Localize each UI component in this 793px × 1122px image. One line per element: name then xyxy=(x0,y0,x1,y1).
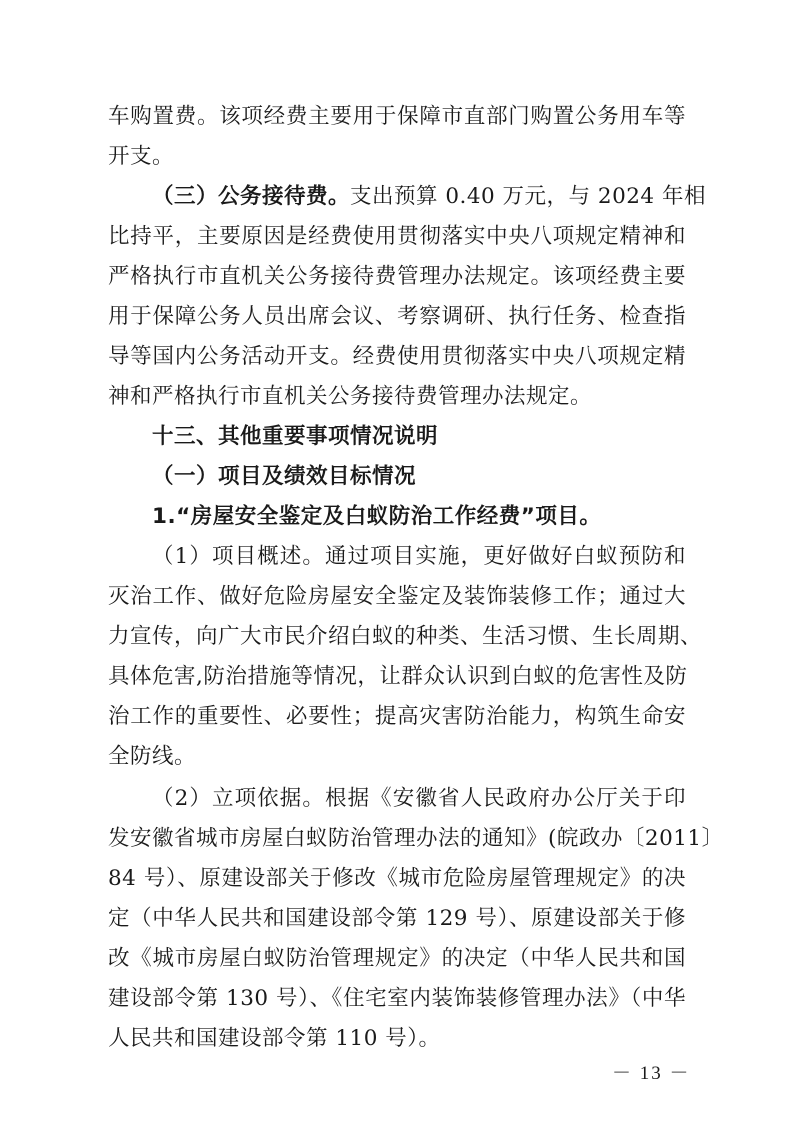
paragraph-line: 严格执行市直机关公务接待费管理办法规定。该项经费主要 xyxy=(108,264,686,289)
paragraph-line: （1）项目概述。通过项目实施，更好做好白蚁预防和 xyxy=(152,544,686,569)
paragraph-line: 定（中华人民共和国建设部令第 129 号）、原建设部关于修 xyxy=(108,906,686,931)
section-heading-inline: （三）公务接待费。 xyxy=(152,184,351,209)
paragraph-line: 84 号）、原建设部关于修改《城市危险房屋管理规定》的决 xyxy=(108,866,686,891)
paragraph-line: 发安徽省城市房屋白蚁防治管理办法的通知》(皖政办〔2011〕 xyxy=(108,826,724,851)
paragraph-line: 力宣传，向广大市民介绍白蚁的种类、生活习惯、生长周期、 xyxy=(108,624,703,649)
paragraph-line: 神和严格执行市直机关公务接待费管理办法规定。 xyxy=(108,384,593,409)
page-number: － 13 － xyxy=(612,1063,691,1084)
paragraph-line: 灭治工作、做好危险房屋安全鉴定及装饰装修工作；通过大 xyxy=(108,584,686,609)
section-heading: 十三、其他重要事项情况说明 xyxy=(152,424,439,449)
paragraph-line: 用于保障公务人员出席会议、考察调研、执行任务、检查指 xyxy=(108,304,686,329)
paragraph-line: 改《城市房屋白蚁防治管理规定》的决定（中华人民共和国 xyxy=(108,946,686,971)
paragraph-line: 导等国内公务活动开支。经费使用贯彻落实中央八项规定精 xyxy=(108,344,686,369)
paragraph-line: 比持平，主要原因是经费使用贯彻落实中央八项规定精神和 xyxy=(108,224,686,249)
paragraph-line: 具体危害,防治措施等情况，让群众认识到白蚁的危害性及防 xyxy=(108,664,688,689)
paragraph-line: 开支。 xyxy=(108,144,175,169)
paragraph-line: 建设部令第 130 号）、《住宅室内装饰装修管理办法》（中华 xyxy=(108,986,686,1011)
paragraph-line: 人民共和国建设部令第 110 号）。 xyxy=(108,1026,441,1051)
paragraph-line: 治工作的重要性、必要性；提高灾害防治能力，构筑生命安 xyxy=(108,704,686,729)
subsection-heading: （一）项目及绩效目标情况 xyxy=(152,464,417,489)
paragraph-line: 车购置费。该项经费主要用于保障市直部门购置公务用车等 xyxy=(108,104,686,129)
paragraph-text: 支出预算 0.40 万元，与 2024 年相 xyxy=(350,184,706,209)
paragraph-line xyxy=(152,178,706,216)
paragraph-line: （2）立项依据。根据《安徽省人民政府办公厅关于印 xyxy=(152,786,686,811)
item-heading: 1.“房屋安全鉴定及白蚁防治工作经费”项目。 xyxy=(152,504,602,529)
paragraph-line: 全防线。 xyxy=(108,744,197,769)
